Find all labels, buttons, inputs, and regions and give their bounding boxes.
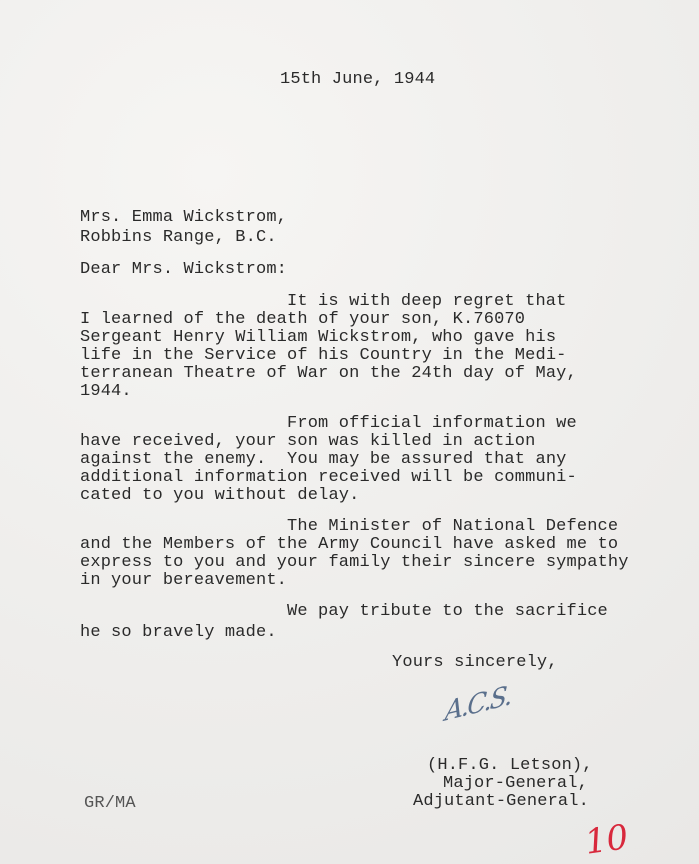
letter-date: 15th June, 1944 — [280, 70, 436, 89]
signatory-title: Adjutant-General. — [413, 792, 589, 811]
closing: Yours sincerely, — [392, 653, 558, 672]
text-line: in your bereavement. — [80, 571, 288, 590]
text-line: express to you and your family their sincere sympathy — [80, 553, 629, 572]
text-line: have received, your son was killed in action — [80, 432, 536, 451]
text-line: From official information we — [287, 414, 577, 433]
reference-initials: GR/MA — [84, 794, 136, 813]
salutation: Dear Mrs. Wickstrom: — [80, 260, 288, 279]
text-line: life in the Service of his Country in the Medi- — [80, 346, 567, 365]
text-line: he so bravely made. — [80, 623, 277, 642]
text-line: Sergeant Henry William Wickstrom, who gave his — [80, 328, 557, 347]
text-line: The Minister of National Defence — [287, 517, 619, 536]
text-line: 1944. — [80, 382, 132, 401]
text-line: and the Members of the Army Council have asked me to — [80, 535, 619, 554]
signatory-name: (H.F.G. Letson), — [427, 756, 593, 775]
signatory-rank: Major-General, — [443, 774, 588, 793]
text-line: I learned of the death of your son, K.76070 — [80, 310, 526, 329]
text-line: We pay tribute to the sacrifice — [287, 602, 608, 621]
text-line: It is with deep regret that — [287, 292, 567, 311]
recipient-name: Mrs. Emma Wickstrom, — [80, 208, 288, 227]
text-line: additional information received will be communi- — [80, 468, 577, 487]
page-mark: 10 — [582, 817, 631, 863]
text-line: against the enemy. You may be assured that any — [80, 450, 567, 469]
text-line: terranean Theatre of War on the 24th day of May, — [80, 364, 577, 383]
text-line: cated to you without delay. — [80, 486, 360, 505]
recipient-address: Robbins Range, B.C. — [80, 228, 277, 247]
signature-initials: A.C.S. — [444, 680, 512, 728]
